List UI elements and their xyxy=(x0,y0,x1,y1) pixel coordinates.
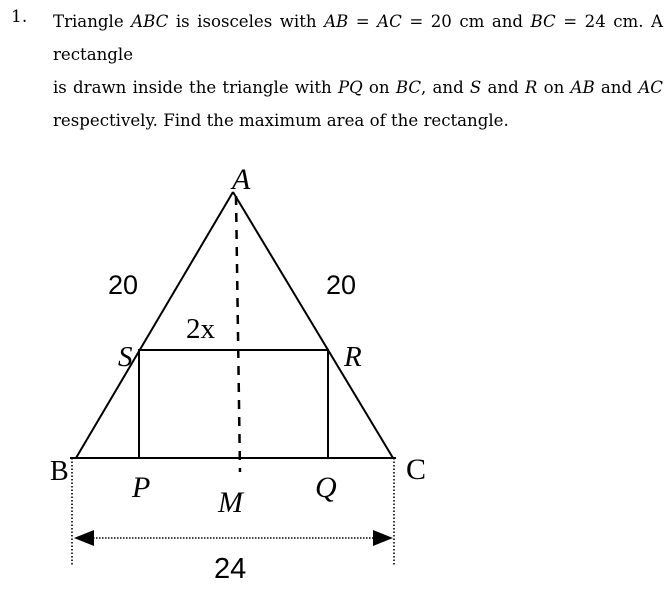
base-length-label: 24 xyxy=(214,553,247,585)
point-r-label: R xyxy=(344,341,362,373)
math-term: BC xyxy=(530,12,556,31)
text-run: on xyxy=(362,78,396,97)
point-p-label: P xyxy=(132,471,151,504)
text-run: is isosceles with xyxy=(168,12,325,31)
math-term: PQ xyxy=(337,78,363,97)
math-term: AC xyxy=(377,12,402,31)
text-run: and xyxy=(594,78,639,97)
vertex-c-label: C xyxy=(406,453,427,486)
math-term: ABC xyxy=(131,12,169,31)
point-s-label: S xyxy=(118,341,133,373)
math-term: S xyxy=(469,78,482,97)
math-term: AC xyxy=(638,78,663,97)
math-term: AB xyxy=(324,12,349,31)
question-text xyxy=(53,5,663,137)
vertex-b-label: B xyxy=(50,456,69,487)
question-line-1 xyxy=(53,5,663,71)
text-run: respectively. Find the maximum area of the rectangle. xyxy=(53,111,509,130)
math-term: R xyxy=(524,78,538,97)
side-ab-length-label: 20 xyxy=(108,270,139,300)
text-run: = 24 cm. A rectangle xyxy=(53,12,664,64)
text-run: , and xyxy=(421,78,470,97)
question-line-2 xyxy=(53,71,663,104)
math-term: BC xyxy=(395,78,422,97)
question-line-3 xyxy=(53,104,663,137)
arrowhead-right-icon xyxy=(373,530,393,546)
rectangle-pqrs xyxy=(139,350,328,458)
point-q-label: Q xyxy=(315,471,337,504)
text-run: Triangle xyxy=(53,12,132,31)
text-run: on xyxy=(537,78,571,97)
rect-height-label: 2x xyxy=(186,313,215,345)
text-run: and xyxy=(481,78,525,97)
math-term: AB xyxy=(570,78,595,97)
point-m-label: M xyxy=(218,486,243,519)
altitude-am-dashed xyxy=(236,196,240,472)
triangle-diagram xyxy=(0,140,672,597)
arrowhead-left-icon xyxy=(74,530,94,546)
question-number: 1. xyxy=(11,7,28,27)
side-ac-line xyxy=(233,192,393,458)
vertex-a-label: A xyxy=(232,163,251,196)
side-ac-length-label: 20 xyxy=(326,270,357,300)
text-run: = xyxy=(348,12,378,31)
text-run: is drawn inside the triangle with xyxy=(53,78,338,97)
text-run: = 20 cm and xyxy=(401,12,531,31)
